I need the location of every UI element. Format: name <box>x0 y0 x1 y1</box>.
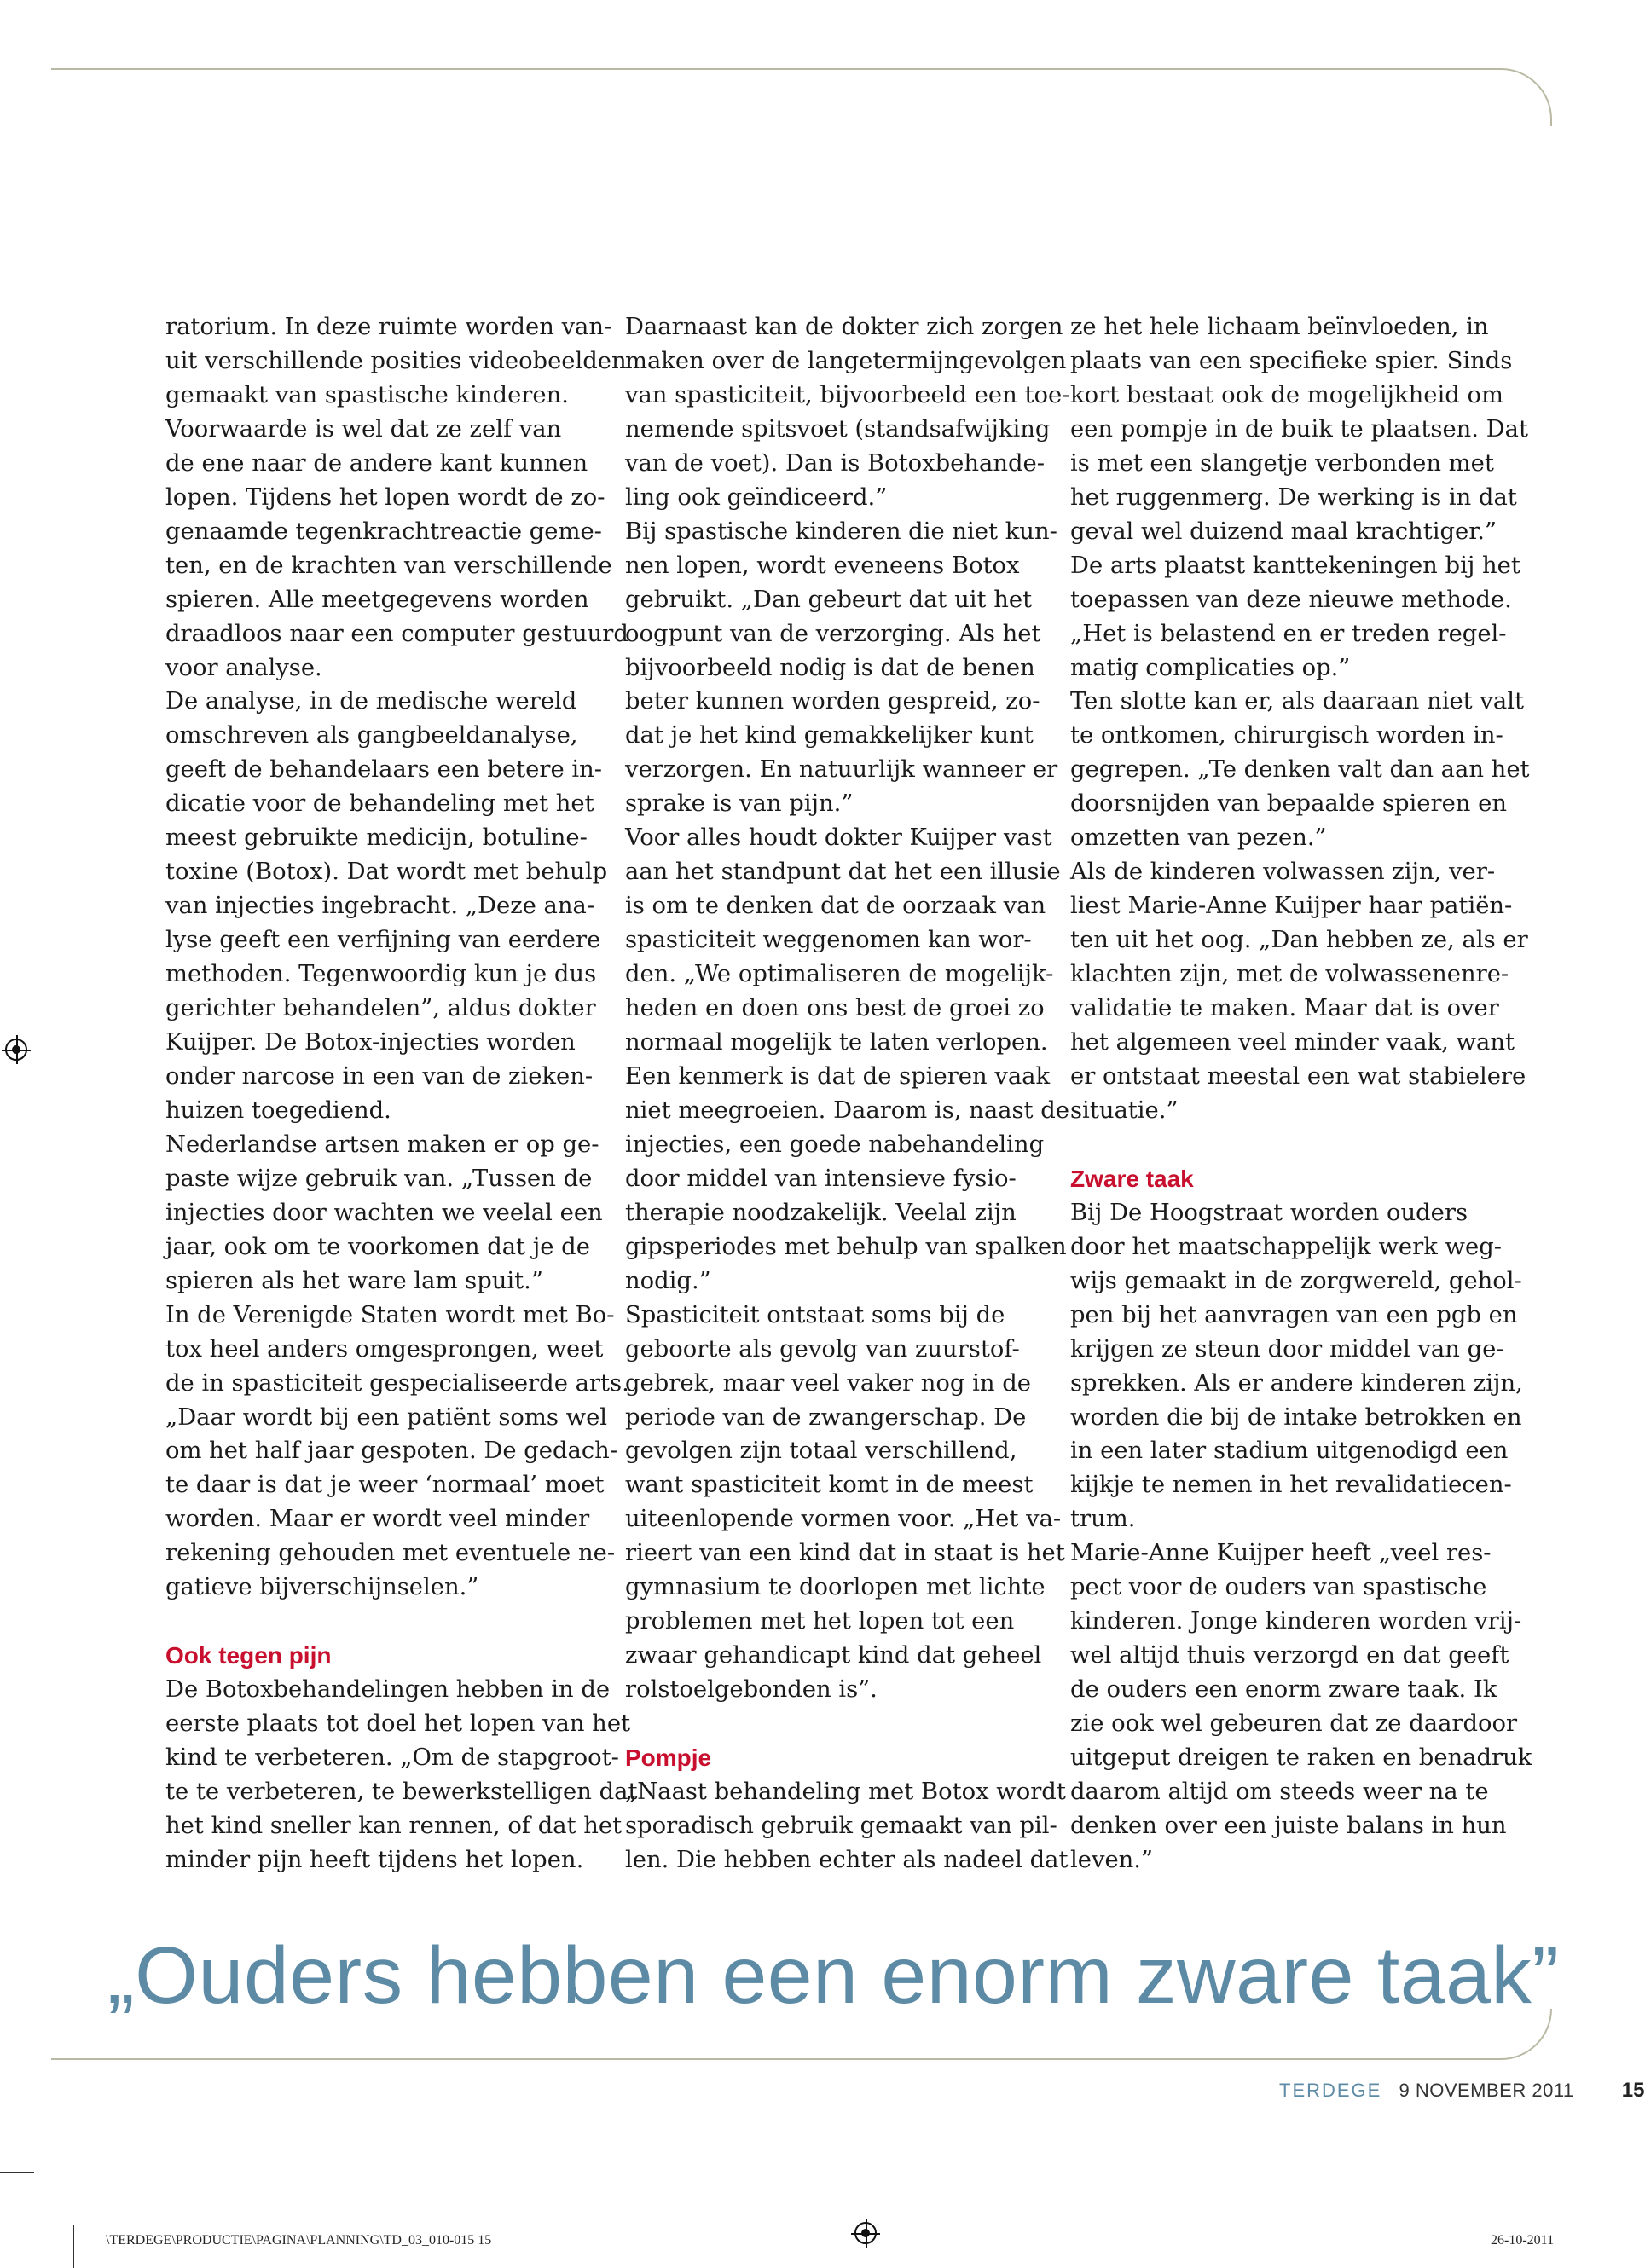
text-line: Als de kinderen volwassen zijn, ver- <box>1070 859 1496 886</box>
text-line: Daarnaast kan de dokter zich zorgen <box>625 314 1063 340</box>
text-line: niet meegroeien. Daarom is, naast de <box>625 1096 1069 1124</box>
text-line: ten, en de krachten van verschillende <box>165 552 612 579</box>
paragraph <box>1070 1536 1535 1877</box>
text-line: Spasticiteit ontstaat soms bij de <box>625 1301 1005 1328</box>
text-line: onder narcose in een van de zieken- <box>165 1062 594 1090</box>
article-column-3 <box>1070 310 1535 1877</box>
text-line: kinderen. Jonge kinderen worden vrij- <box>1070 1608 1522 1635</box>
text-line: Nederlandse artsen maken er op ge- <box>165 1131 599 1158</box>
text-line: van de voet). Dan is Botoxbehande- <box>625 449 1045 477</box>
text-line: periode van de zwangerschap. De <box>625 1403 1027 1431</box>
text-line: het ruggenmerg. De werking is in dat <box>1070 483 1517 511</box>
text-line: dicatie voor de behandeling met het <box>165 790 594 818</box>
text-line: sprake is van pijn.” <box>625 790 854 818</box>
text-line: matig complicaties op.” <box>1070 654 1351 681</box>
article-column-2 <box>625 310 1090 1877</box>
text-line: van spasticiteit, bijvoorbeeld een toe- <box>625 381 1070 408</box>
text-line: De analyse, in de medische wereld <box>165 688 577 715</box>
text-line: pect voor de ouders van spastische <box>1070 1574 1487 1601</box>
text-line: te te verbeteren, te bewerkstelligen dat <box>165 1779 638 1806</box>
text-line: draadloos naar een computer gestuurd <box>165 620 628 647</box>
text-line: de ouders een enorm zware taak. Ik <box>1070 1676 1497 1704</box>
text-line: uitgeput dreigen te raken en benadruk <box>1070 1744 1532 1772</box>
text-line: een pompje in de buik te plaatsen. Dat <box>1070 415 1529 443</box>
text-line: toxine (Botox). Dat wordt met behulp <box>165 859 608 886</box>
text-line: len. Die hebben echter als nadeel dat <box>625 1846 1069 1873</box>
text-line: leven.” <box>1070 1846 1154 1873</box>
text-line: gebruikt. „Dan gebeurt dat uit het <box>625 586 1033 613</box>
text-line: rieert van een kind dat in staat is het <box>625 1540 1065 1567</box>
text-line: gatieve bijverschijnselen.” <box>165 1574 479 1601</box>
text-line: omzetten van pezen.” <box>1070 824 1327 852</box>
text-line: plaats van een specifieke spier. Sinds <box>1070 347 1513 374</box>
text-line: liest Marie-Anne Kuijper haar patiën- <box>1070 893 1513 920</box>
page-footer <box>1279 2079 1645 2103</box>
article-column-1 <box>165 310 638 1877</box>
print-slug-date: 26-10-2011 <box>1491 2233 1555 2248</box>
text-line: spieren als het ware lam spuit.” <box>165 1267 543 1294</box>
text-line: de in spasticiteit gespecialiseerde arts. <box>165 1369 629 1397</box>
text-line: „Daar wordt bij een patiënt soms wel <box>165 1403 608 1431</box>
text-line: injecties, een goede nabehandeling <box>625 1131 1045 1158</box>
page-number: 15 <box>1621 2079 1645 2102</box>
text-line: methoden. Tegenwoordig kun je dus <box>165 961 597 988</box>
top-rule <box>51 68 1552 126</box>
text-line: dat je het kind gemakkelijker kunt <box>625 722 1034 749</box>
text-line: injecties door wachten we veelal een <box>165 1199 603 1226</box>
text-line: Voorwaarde is wel dat ze zelf van <box>165 415 562 443</box>
text-line: ten uit het oog. „Dan hebben ze, als er <box>1070 927 1528 954</box>
paragraph <box>165 1673 638 1877</box>
text-line: bijvoorbeeld nodig is dat de benen <box>625 654 1035 681</box>
text-line: „Het is belastend en er treden regel- <box>1070 620 1507 647</box>
paragraph <box>1070 1196 1535 1537</box>
text-line: wel altijd thuis verzorgd en dat geeft <box>1070 1642 1509 1669</box>
paragraph <box>1070 310 1535 549</box>
text-line: huizen toegediend. <box>165 1096 391 1124</box>
text-line: het kind sneller kan rennen, of dat het <box>165 1812 623 1839</box>
text-line: geval wel duizend maal krachtiger.” <box>1070 518 1497 545</box>
text-line: klachten zijn, met de volwassenenre- <box>1070 961 1509 988</box>
text-line: er ontstaat meestal een wat stabielere <box>1070 1062 1526 1090</box>
text-line: gemaakt van spastische kinderen. <box>165 381 569 408</box>
text-line: „Naast behandeling met Botox wordt <box>625 1779 1066 1806</box>
text-line: te ontkomen, chirurgisch worden in- <box>1070 722 1503 749</box>
text-line: omschreven als gangbeeldanalyse, <box>165 722 578 749</box>
text-line: gevolgen zijn totaal verschillend, <box>625 1438 1017 1465</box>
text-line: maken over de langetermijngevolgen <box>625 347 1067 374</box>
section-gap <box>625 1707 1090 1741</box>
section-gap <box>165 1605 630 1639</box>
text-line: ling ook geïndiceerd.” <box>625 483 888 511</box>
text-line: denken over een juiste balans in hun <box>1070 1812 1507 1839</box>
text-line: tox heel anders omgesprongen, weet <box>165 1335 604 1363</box>
paragraph <box>1070 549 1535 686</box>
text-line: De arts plaatst kanttekeningen bij het <box>1070 552 1520 579</box>
text-line: normaal mogelijk te laten verlopen. <box>625 1029 1048 1056</box>
text-line: Voor alles houdt dokter Kuijper vast <box>625 824 1052 852</box>
text-line: trum. <box>1070 1506 1136 1533</box>
paragraph <box>1070 855 1535 1128</box>
paragraph <box>625 310 1090 515</box>
text-line: toepassen van deze nieuwe methode. <box>1070 586 1512 613</box>
text-line: Bij spastische kinderen die niet kun- <box>625 518 1057 545</box>
text-line: gegrepen. „Te denken valt dan aan het <box>1070 756 1530 784</box>
text-line: meest gebruikte medicijn, botuline- <box>165 824 588 852</box>
text-line: is om te denken dat de oorzaak van <box>625 893 1046 920</box>
text-line: aan het standpunt dat het een illusie <box>625 859 1061 886</box>
text-line: want spasticiteit komt in de meest <box>625 1472 1034 1499</box>
paragraph <box>625 515 1090 822</box>
text-line: worden die bij de intake betrokken en <box>1070 1403 1522 1431</box>
registration-mark-icon <box>854 2222 877 2244</box>
text-line: sprekken. Als er andere kinderen zijn, <box>1070 1369 1523 1397</box>
text-line: lyse geeft een verfijning van eerdere <box>165 927 601 954</box>
paragraph <box>1070 685 1535 855</box>
text-line: ze het hele lichaam beïnvloeden, in <box>1070 314 1489 340</box>
text-line: zwaar gehandicapt kind dat geheel <box>625 1642 1042 1669</box>
text-line: in een later stadium uitgenodigd een <box>1070 1438 1509 1465</box>
text-line: Bij De Hoogstraat worden ouders <box>1070 1199 1468 1226</box>
text-line: geeft de behandelaars een betere in- <box>165 756 603 784</box>
paragraph <box>625 821 1090 1298</box>
text-line: spasticiteit weggenomen kan wor- <box>625 927 1032 954</box>
text-line: nodig.” <box>625 1267 711 1294</box>
text-line: door het maatschappelijk werk weg- <box>1070 1233 1502 1260</box>
text-line: validatie te maken. Maar dat is over <box>1070 995 1499 1022</box>
text-line: jaar, ook om te voorkomen dat je de <box>165 1233 590 1260</box>
text-line: minder pijn heeft tijdens het lopen. <box>165 1846 584 1873</box>
text-line: gebrek, maar veel vaker nog in de <box>625 1369 1032 1397</box>
paragraph <box>165 310 630 685</box>
text-line: heden en doen ons best de groei zo <box>625 995 1045 1022</box>
text-line: verzorgen. En natuurlijk wanneer er <box>625 756 1058 784</box>
paragraph <box>165 1299 630 1606</box>
text-line: problemen met het lopen tot een <box>625 1608 1015 1635</box>
text-line: doorsnijden van bepaalde spieren en <box>1070 790 1508 818</box>
text-line: rolstoelgebonden is”. <box>625 1676 878 1704</box>
text-line: worden. Maar er wordt veel minder <box>165 1506 590 1533</box>
text-line: ratorium. In deze ruimte worden van- <box>165 314 612 340</box>
bottom-rule <box>51 2009 1552 2060</box>
section-gap <box>1070 1128 1535 1162</box>
text-line: voor analyse. <box>165 654 322 681</box>
section-heading: Pompje <box>625 1744 712 1772</box>
text-line: om het half jaar gespoten. De gedach- <box>165 1438 618 1465</box>
paragraph <box>625 1775 1090 1877</box>
text-line: den. „We optimaliseren de mogelijk- <box>625 961 1054 988</box>
text-line: sporadisch gebruik gemaakt van pil- <box>625 1812 1057 1839</box>
issue-date: 9 NOVEMBER 2011 <box>1399 2080 1574 2101</box>
text-line: therapie noodzakelijk. Veelal zijn <box>625 1199 1017 1226</box>
text-line: De Botoxbehandelingen hebben in de <box>165 1676 611 1704</box>
text-line: wijs gemaakt in de zorgwereld, gehol- <box>1070 1267 1522 1294</box>
text-line: kijkje te nemen in het revalidatiecen- <box>1070 1472 1512 1499</box>
text-line: te daar is dat je weer ‘normaal’ moet <box>165 1472 605 1499</box>
registration-mark-icon <box>5 1039 27 1061</box>
text-line: lopen. Tijdens het lopen wordt de zo- <box>165 483 605 511</box>
text-line: gymnasium te doorlopen met lichte <box>625 1574 1046 1601</box>
text-line: Kuijper. De Botox-injecties worden <box>165 1029 576 1056</box>
text-line: zie ook wel gebeuren dat ze daardoor <box>1070 1710 1518 1738</box>
text-line: Ten slotte kan er, als daaraan niet valt <box>1070 688 1524 715</box>
text-line: Marie-Anne Kuijper heeft „veel res- <box>1070 1540 1492 1567</box>
text-line: kort bestaat ook de mogelijkheid om <box>1070 381 1503 408</box>
text-line: genaamde tegenkrachtreactie geme- <box>165 518 602 545</box>
text-line: beter kunnen worden gespreid, zo- <box>625 688 1040 715</box>
text-line: paste wijze gebruik van. „Tussen de <box>165 1165 593 1192</box>
text-line: uiteenlopende vormen voor. „Het va- <box>625 1506 1062 1533</box>
text-line: rekening gehouden met eventuele ne- <box>165 1540 616 1567</box>
text-line: oogpunt van de verzorging. Als het <box>625 620 1041 647</box>
text-line: de ene naar de andere kant kunnen <box>165 449 588 477</box>
text-line: daarom altijd om steeds weer na te <box>1070 1779 1489 1806</box>
crop-mark <box>73 2225 74 2268</box>
text-line: situatie.” <box>1070 1096 1179 1124</box>
text-line: nen lopen, wordt eveneens Botox <box>625 552 1020 579</box>
text-line: nemende spitsvoet (standsafwijking <box>625 415 1051 443</box>
text-line: is met een slangetje verbonden met <box>1070 449 1494 477</box>
section-heading: Zware taak <box>1070 1165 1194 1192</box>
text-line: geboorte als gevolg van zuurstof- <box>625 1335 1020 1363</box>
section-heading: Ook tegen pijn <box>165 1642 332 1669</box>
text-line: spieren. Alle meetgegevens worden <box>165 586 589 613</box>
text-line: het algemeen veel minder vaak, want <box>1070 1029 1515 1056</box>
paragraph <box>625 1299 1090 1707</box>
text-line: kind te verbeteren. „Om de stapgroot- <box>165 1744 619 1772</box>
text-line: pen bij het aanvragen van een pgb en <box>1070 1301 1518 1328</box>
text-line: van injecties ingebracht. „Deze ana- <box>165 893 595 920</box>
text-line: krijgen ze steun door middel van ge- <box>1070 1335 1504 1363</box>
print-slug-path: \TERDEGE\PRODUCTIE\PAGINA\PLANNING\TD_03_010-015 15 <box>106 2233 492 2248</box>
text-line: Een kenmerk is dat de spieren vaak <box>625 1062 1051 1090</box>
text-line: In de Verenigde Staten wordt met Bo- <box>165 1301 615 1328</box>
pull-quote: „Ouders hebben een enorm zware taak” <box>107 1930 1560 2021</box>
magazine-name: TERDEGE <box>1279 2080 1382 2101</box>
text-line: door middel van intensieve fysio- <box>625 1165 1017 1192</box>
text-line: gerichter behandelen”, aldus dokter <box>165 995 596 1022</box>
paragraph <box>165 1128 630 1299</box>
paragraph <box>165 685 630 1127</box>
crop-mark <box>0 2172 34 2173</box>
text-line: gipsperiodes met behulp van spalken <box>625 1233 1067 1260</box>
text-line: uit verschillende posities videobeelden <box>165 347 627 374</box>
text-line: eerste plaats tot doel het lopen van het <box>165 1710 631 1738</box>
